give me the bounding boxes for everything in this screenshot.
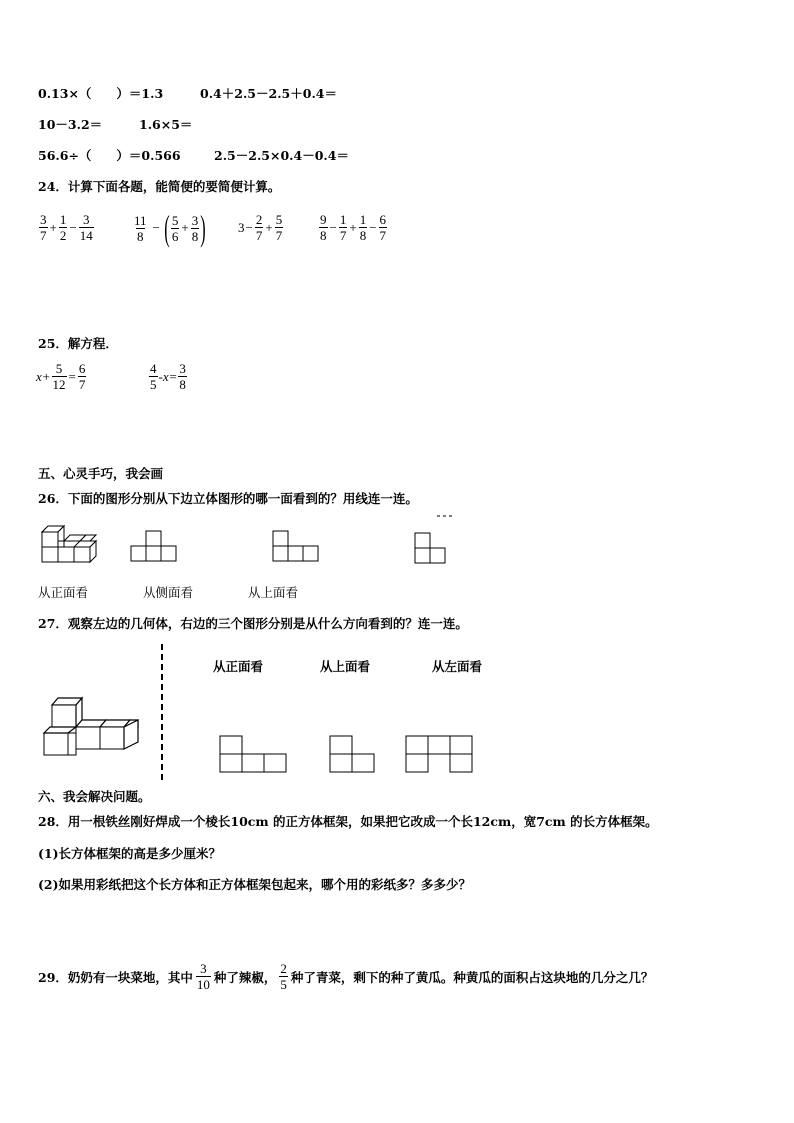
- q24-expr-1: $\frac{3}{7}$ + $\frac{1}{2}$ − $\frac{3}{14}$: [40, 212, 93, 243]
- q27-label-front: 从正面看: [213, 659, 264, 674]
- q27-solid-figure: [44, 698, 138, 755]
- q26-label-front: 从正面看: [38, 585, 89, 600]
- q27-title: 27．观察左边的几何体，右边的三个图形分别是从什么方向看到的？连一连。: [38, 616, 468, 631]
- q27-figures: [0, 640, 794, 785]
- q23-line3a: 56.6÷（ ）＝0.566: [38, 148, 181, 163]
- q26-label-side: 从侧面看: [143, 585, 194, 600]
- q26-view-a: [131, 531, 176, 561]
- q28-sub2: (2)如果用彩纸把这个长方体和正方体框架包起来，哪个用的彩纸多？多多少？: [38, 877, 472, 892]
- q24-expr-3: 3 − $\frac{2}{7}$ + $\frac{5}{7}$: [238, 212, 283, 243]
- section-6-heading: 六、我会解决问题。: [38, 789, 151, 804]
- q23-line2b: 1.6×5＝: [139, 117, 193, 132]
- q23-line3b: 2.5－2.5×0.4－0.4＝: [214, 148, 349, 163]
- q23-line2a: 10－3.2＝: [38, 117, 103, 132]
- q27-view-front: [220, 736, 286, 772]
- q23-line1b: 0.4＋2.5－2.5＋0.4＝: [200, 86, 337, 101]
- q26-view-c: [415, 516, 452, 563]
- q26-figures: [0, 510, 794, 570]
- q26-title: 26．下面的图形分别从下边立体图形的哪一面看到的？用线连一连。: [38, 491, 418, 506]
- section-5-heading: 五、心灵手巧，我会画: [38, 466, 164, 481]
- q25-title: 25．解方程．: [38, 336, 118, 351]
- q25-equation-1: x+ $\frac{5}{12}$ = $\frac{6}{7}$: [36, 361, 86, 392]
- q28-sub1: (1)长方体框架的高是多少厘米？: [38, 846, 222, 861]
- q24-expr-2: $\frac{11}{8}$ − ( $\frac{5}{6}$ + $\frac{3}{8}$ ): [134, 208, 206, 248]
- q24-expr-4: $\frac{9}{8}$ − $\frac{1}{7}$ + $\frac{1}{8}$ − $\frac{6}{7}$: [320, 212, 387, 243]
- q27-view-left: [406, 736, 472, 772]
- q26-solid-figure: [42, 526, 96, 562]
- q26-label-top: 从上面看: [248, 585, 299, 600]
- q25-equation-2: $\frac{4}{5}$ -x= $\frac{3}{8}$: [150, 361, 186, 392]
- q24-title: 24．计算下面各题，能简便的要简便计算。: [38, 179, 281, 194]
- q29-question: 29．奶奶有一块菜地，其中 $\frac{3}{10}$ 种了辣椒， $\frac{2}{5}$ 种了青菜，剩下的种了黄瓜。种黄瓜的面积占这块地的几分之几？: [38, 961, 654, 992]
- q27-label-top: 从上面看: [320, 659, 371, 674]
- q23-line1a: 0.13×（ ）＝1.3: [38, 86, 164, 101]
- q27-view-top: [330, 736, 374, 772]
- q28-title: 28．用一根铁丝刚好焊成一个棱长10cm 的正方体框架，如果把它改成一个长12cm，宽7cm 的长方体框架。: [38, 814, 658, 829]
- q27-label-left: 从左面看: [432, 659, 483, 674]
- q26-view-b: [273, 531, 318, 561]
